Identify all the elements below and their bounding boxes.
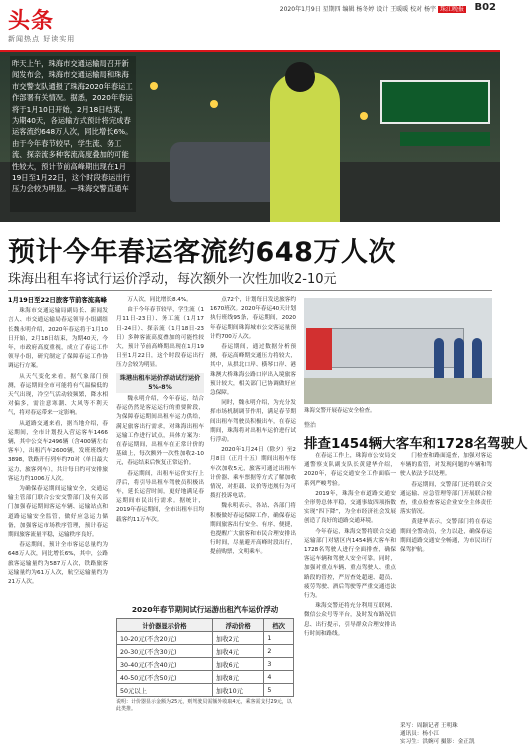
right-photo — [304, 298, 492, 404]
fare-table-box — [116, 602, 294, 748]
article-column-2 — [116, 296, 204, 598]
car-shape — [170, 142, 280, 202]
table-cell: 40-50元(不含50元) — [117, 671, 213, 684]
table-row — [117, 632, 294, 645]
table-cell: 加收4元 — [213, 645, 264, 658]
paragraph: 春运期间，出租车运价实行上浮后，将引导出租车驾驶员积极出车，延长运营时间，更好地满足春运期间市民出行需求。据统计，2019年春运期间，全市出租车日均载客约11万车次。 — [116, 470, 204, 523]
article-column-1 — [8, 296, 108, 746]
paragraph: 点72个，计划每日发送旅客约1670班次。2020年春运40天计划执行班线95条，春运期间，2020年春运期间珠海城市公交客运量预计约700万人次。 — [210, 297, 296, 340]
paragraph: 珠海交警还将充分利用互联网、微信公众号等平台，及时发布路况信息、出行提示，引导群众合理安排出行时间和路线。 — [304, 603, 396, 637]
table-cell: 50元以上 — [117, 684, 213, 697]
subheadline: 珠海出租车将试行运价浮动，每次额外一次性加收2-10元 — [8, 272, 337, 287]
paragraph: 从道路交通来看，据当地介绍，春运期间，全市计划投入营运客车1466辆，其中公交车2496辆（含400辆左右客车），出租汽车2600辆，发班班线约3898，铁路开行列车约70对（单日最大运力，旅客列车），共计每日约可安排旅客运力约1006万人次。 — [8, 420, 108, 482]
table-cell: 10-20元(不含20元) — [117, 632, 213, 645]
paragraph: 同时，魏永明介绍，为充分发挥市场机制调节作用，满足春节期间出租车驾驶员积极出车，在春运期间，珠海将对出租车运价进行试行浮动。 — [210, 400, 296, 444]
fare-table — [116, 618, 294, 697]
credit-line: 实习生：洪婉可 摄影：金正凯 — [400, 739, 475, 745]
article-column-3 — [210, 296, 296, 598]
right-column-a — [304, 452, 396, 746]
table-cell: 加收6元 — [213, 658, 264, 671]
table-row — [117, 684, 294, 697]
table-cell: 1 — [264, 632, 294, 645]
table-cell: 5 — [264, 684, 294, 697]
right-headline: 排查1454辆大客车和1728名驾驶人 — [304, 436, 528, 452]
table-header: 计价器显示价格 — [117, 619, 213, 632]
paragraph: 珠海市交通运输局副局长、新闻发言人、市交通运输局春运领导小组副组长魏永明介绍，2020年春运将于1月10日开始，2月18日结束，为期40天，今年，市政府高度重视，成立了春运工作领导小组，研究制定了保障春运工作协调运行方案。 — [8, 308, 108, 370]
section-title: 头条 — [8, 9, 55, 34]
officer-shape — [472, 338, 482, 378]
table-header: 浮动价格 — [213, 619, 264, 632]
credits — [400, 722, 475, 746]
page-number: B02 — [474, 2, 496, 13]
table-cell: 加收8元 — [213, 671, 264, 684]
table-cell: 4 — [264, 671, 294, 684]
paragraph: 从天气变化来看，据气象部门预测，春运期间全市可能将有气温偏低的天气出现，冷空气活动较频繁，降水相对偏多，需注意寒潮、大风等不利天气，将对春运带来一定影响。 — [8, 373, 108, 417]
date-line: 2020年1月9日 星期四 编辑 杨冬婷 设计 王暖暖 校对 杨宇 珠江晚报 — [279, 6, 464, 13]
paragraph: 黄建华表示，交警部门将在春运期间全警动员，全力以赴，确保春运期间道路交通安全畅通，为市民出行保驾护航。 — [400, 519, 492, 554]
table-cell: 2 — [264, 645, 294, 658]
officer-shape — [454, 338, 464, 378]
section-subtitle: 新闻热点 好读实用 — [8, 35, 76, 43]
credit-line: 采写：周颖记者 王明珠 — [400, 723, 458, 729]
table-cell: 30-40元(不含40元) — [117, 658, 213, 671]
table-note: 说明：计价器显示金额为25元，则驾驶员需额外收取4元，乘客需支付29元，以此类推。 — [116, 699, 292, 712]
paragraph: 春运期间，通过数据分析预测，春运高峰期交通压力将较大，其中，从拱北口岸、横琴口岸、港珠澳大桥珠海公路口岸出入境旅客预计较大，相关部门已协调做好应急保障。 — [210, 344, 296, 397]
paragraph: 魏永明表示，各站、各部门将积极做好春运保障工作，确保春运期间旅客出行安全、有序、便捷，也提醒广大旅客和市民合理安排出行时间，尽量避开高峰时段出行，提前购票，文明乘车。 — [210, 503, 296, 556]
table-header: 档次 — [264, 619, 294, 632]
right-column-b — [400, 452, 492, 718]
table-cell: 3 — [264, 658, 294, 671]
headline-divider — [8, 290, 492, 291]
officer-shape — [270, 72, 340, 222]
table-row — [117, 658, 294, 671]
paper-tag: 珠江晚报 — [439, 6, 464, 13]
table-cell: 加收2元 — [213, 632, 264, 645]
paragraph: 2019年，珠海全市道路交通安全形势总体平稳，交通事故四项指数实现“四下降”，为全市经济社会发展创造了良好的道路交通环境。 — [304, 490, 396, 525]
paragraph: 魏永明介绍，今年春运，结合春运仍然是客运运行的重要阶段，为保障春运期间出租车运力供给，满足旅客出行需求，对珠海出租车运输工作进行试点，具体方案为：在春运期间，出租车在正常计价的基础上，每次额外一次性加收2-10元，春运结束后恢复正常运价。 — [116, 396, 204, 467]
paragraph: 春运期间，交警部门还将联合交通运输、应急管理等部门开展联合检查，重点检查客运企业安全主体责任落实情况。 — [400, 481, 492, 516]
section-kicker: 整治 — [304, 422, 317, 429]
officer-shape — [434, 338, 444, 378]
table-title: 2020年春节期间试行运游出租汽车运价浮动 — [131, 605, 279, 614]
paragraph: 万人次，同比增长8.4%。 — [127, 297, 192, 303]
headline: 预计今年春运客流约648万人次 — [8, 237, 396, 268]
table-row — [117, 645, 294, 658]
credit-line: 通讯员：杨小江 — [400, 731, 440, 737]
table-cell: 加收10元 — [213, 684, 264, 697]
paragraph: 门检查和路面巡查，加强对客运车辆的监管，对发现问题的车辆和驾驶人依法予以处理。 — [400, 453, 492, 478]
top-photo-caption: 昨天上午，珠海市交通运输局召开新闻发布会，珠海市交通运输局和珠海市交警支队通报了珠海2020年春运工作部署有关情况。据悉，2020年春运将于1月10日开始，2月18日结束，为期40天，各运输方式预计将完成春运客流约648万人次，同比增长6%。由于今年春节较早，学生流、务工流、探亲流多种客流高度叠加的可能性较大，预计节前高峰期出现在1月19日至1月22日，这个时段春运出行压力会较为明显。—珠海交警直通车 — [10, 56, 136, 212]
table-cell: 20-30元(不含30元) — [117, 645, 213, 658]
paragraph: 为确保春运期间运输安全，交通运输主管部门联合公安交警部门及有关部门加强春运期间客运车辆、运输站点和道路运输安全监管，做好应急运力储备，加强客运市场秩序管理，预计春运期间旅客流量平稳，运输秩序良好。 — [8, 486, 108, 539]
masthead — [0, 0, 500, 52]
paragraph: 今年春运，珠海交警将联合交通运输部门对辖区内1454辆大客车和1728名驾驶人进行全面排查，确保客运车辆和驾驶人安全可靠。同时，加强对重点车辆、重点驾驶人、重点路段的管控，严厉查处超速、超员、疲劳驾驶、酒后驾驶等严重交通违法行为。 — [304, 528, 396, 600]
table-row — [117, 671, 294, 684]
paragraph: 2020年1月24日（除夕）至2月8日（正月十五）期间出租车每车次加收5元，旅客可通过出租车计价器、乘车票据等方式了解加收情况，对拒载、议价等违规行为可拨打投诉电话。 — [210, 447, 296, 500]
table-header-row — [117, 619, 294, 632]
section-heading: 珠港出租车运价浮动试行运价5%-8% — [116, 373, 204, 393]
right-photo-caption: 珠海交警开展春运安全检查。 — [304, 408, 376, 414]
column-1-heading: 1月19日至22日旅客节前客流高峰 — [8, 296, 107, 304]
paragraph: 春运期间，预计全市客运总量约为648万人次，同比增长6%，其中，公路旅客运输量约为587万人次，铁路旅客运输量约为61万人次，航空运输量约为21万人次。 — [8, 542, 108, 586]
paragraph: 在春运工作上，珠海市公安局交通警察支队副支队长黄建华介绍，2020年，春运交通安全工作面临一系列严峻考验。 — [304, 453, 396, 487]
road-sign — [380, 80, 490, 124]
paragraph: 由于今年春节较早，学生流（1月11日-23日）、务工流（1月17日-24日）、探亲流（1月18日-23日）多种客流高度叠加的可能性较大，预计节前高峰期出现在1月19日至1月22日，这个时段春运出行压力会较为明显。 — [116, 307, 204, 369]
